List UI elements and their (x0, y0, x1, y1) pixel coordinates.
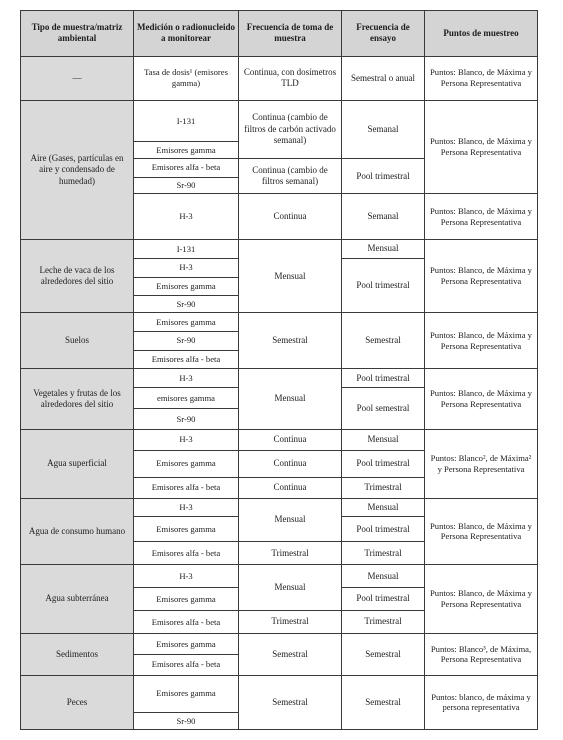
medicion-cell: I-131 (134, 100, 239, 142)
medicion-cell: Sr-90 (134, 408, 239, 429)
table-row (21, 675, 538, 713)
medicion-cell: Sr-90 (134, 713, 239, 730)
tipo-cell: Leche de vaca de los alrededores del sitio (21, 240, 134, 313)
frec-ensayo-cell: Pool trimestral (342, 588, 425, 611)
tipo-cell: Peces (21, 675, 134, 729)
frec-ensayo-cell: Trimestral (342, 611, 425, 634)
frec-ensayo-cell: Pool trimestral (342, 369, 425, 388)
monitoring-table-document (20, 10, 537, 730)
frec-ensayo-cell: Pool trimestral (342, 517, 425, 542)
medicion-cell: H-3 (134, 258, 239, 277)
medicion-cell: Emisores gamma (134, 313, 239, 332)
medicion-cell: Emisores alfa - beta (134, 654, 239, 675)
table-row (21, 100, 538, 142)
monitoring-table (20, 10, 538, 730)
medicion-cell: Emisores gamma (134, 450, 239, 477)
puntos-cell: Puntos: blanco, de máxima y persona representativa (425, 675, 538, 729)
puntos-cell: Puntos: Blanco, de Máxima y Persona Representativa (425, 369, 538, 429)
frec-toma-cell: Mensual (239, 565, 342, 611)
medicion-cell: Sr-90 (134, 177, 239, 194)
medicion-cell: Emisores gamma (134, 517, 239, 542)
frec-ensayo-cell: Trimestral (342, 542, 425, 565)
medicion-cell: H-3 (134, 498, 239, 517)
frec-toma-cell: Semestral (239, 675, 342, 729)
medicion-cell: Emisores alfa - beta (134, 477, 239, 498)
medicion-cell: H-3 (134, 369, 239, 388)
frec-toma-cell: Semestral (239, 633, 342, 675)
frec-toma-cell: Mensual (239, 240, 342, 313)
medicion-cell: Sr-90 (134, 296, 239, 313)
tipo-cell: — (21, 56, 134, 100)
header-medicion: Medición o radionucleido a monitorear (134, 11, 239, 57)
table-row (21, 498, 538, 517)
frec-ensayo-cell: Semestral (342, 675, 425, 729)
frec-ensayo-cell: Mensual (342, 240, 425, 259)
puntos-cell: Puntos: Blanco³, de Máxima, Persona Representativa (425, 633, 538, 675)
puntos-cell: Puntos: Blanco, de Máxima y Persona Representativa (425, 194, 538, 240)
medicion-cell: Emisores gamma (134, 633, 239, 654)
medicion-cell: H-3 (134, 565, 239, 588)
header-frecuencia-toma: Frecuencia de toma de muestra (239, 11, 342, 57)
table-row (21, 429, 538, 450)
medicion-cell: Emisores gamma (134, 675, 239, 713)
frec-toma-cell: Continua (239, 450, 342, 477)
table-row (21, 56, 538, 100)
medicion-cell: emisores gamma (134, 388, 239, 409)
frec-toma-cell: Trimestral (239, 542, 342, 565)
frec-ensayo-cell: Mensual (342, 565, 425, 588)
tipo-cell: Aire (Gases, partículas en aire y condensado de humedad) (21, 100, 134, 240)
frec-ensayo-cell: Semestral (342, 633, 425, 675)
tipo-cell: Agua superficial (21, 429, 134, 498)
header-frecuencia-ensayo: Frecuencia de ensayo (342, 11, 425, 57)
frec-ensayo-cell: Pool trimestral (342, 450, 425, 477)
tipo-cell: Agua subterránea (21, 565, 134, 634)
frec-toma-cell: Continua (cambio de filtros semanal) (239, 158, 342, 193)
header-puntos: Puntos de muestreo (425, 11, 538, 57)
frec-ensayo-cell: Pool trimestral (342, 258, 425, 312)
tipo-cell: Vegetales y frutas de los alrededores del sitio (21, 369, 134, 429)
medicion-cell: Emisores gamma (134, 142, 239, 159)
puntos-cell: Puntos: Blanco, de Máxima y Persona Representativa (425, 56, 538, 100)
header-row (21, 11, 538, 57)
puntos-cell: Puntos: Blanco, de Máxima y Persona Representativa (425, 240, 538, 313)
puntos-cell: Puntos: Blanco, de Máxima y Persona Representativa (425, 498, 538, 565)
table-row (21, 313, 538, 332)
frec-toma-cell: Continua (239, 477, 342, 498)
frec-ensayo-cell: Semestral o anual (342, 56, 425, 100)
table-row (21, 240, 538, 259)
medicion-cell: H-3 (134, 429, 239, 450)
medicion-cell: Emisores alfa - beta (134, 350, 239, 369)
frec-toma-cell: Semestral (239, 313, 342, 369)
frec-toma-cell: Mensual (239, 498, 342, 542)
frec-ensayo-cell: Trimestral (342, 477, 425, 498)
frec-ensayo-cell: Mensual (342, 429, 425, 450)
frec-toma-cell: Continua (239, 194, 342, 240)
medicion-cell: H-3 (134, 194, 239, 240)
frec-toma-cell: Mensual (239, 369, 342, 429)
frec-toma-cell: Continua (cambio de filtros de carbón activado semanal) (239, 100, 342, 158)
frec-toma-cell: Continua, con dosímetros TLD (239, 56, 342, 100)
table-row (21, 565, 538, 588)
frec-toma-cell: Continua (239, 429, 342, 450)
medicion-cell: Emisores alfa - beta (134, 542, 239, 565)
tipo-cell: Sedimentos (21, 633, 134, 675)
medicion-cell: Emisores alfa - beta (134, 158, 239, 177)
medicion-cell: Sr-90 (134, 331, 239, 350)
table-row (21, 633, 538, 654)
puntos-cell: Puntos: Blanco, de Máxima y Persona Representativa (425, 565, 538, 634)
medicion-cell: Tasa de dosis¹ (emisores gamma) (134, 56, 239, 100)
frec-ensayo-cell: Mensual (342, 498, 425, 517)
tipo-cell: Suelos (21, 313, 134, 369)
medicion-cell: I-131 (134, 240, 239, 259)
frec-toma-cell: Trimestral (239, 611, 342, 634)
table-row (21, 369, 538, 388)
puntos-cell: Puntos: Blanco², de Máxima² y Persona Representativa (425, 429, 538, 498)
header-tipo: Tipo de muestra/matriz ambiental (21, 11, 134, 57)
frec-ensayo-cell: Semanal (342, 100, 425, 158)
puntos-cell: Puntos: Blanco, de Máxima y Persona Representativa (425, 100, 538, 194)
medicion-cell: Emisores alfa - beta (134, 611, 239, 634)
medicion-cell: Emisores gamma (134, 588, 239, 611)
frec-ensayo-cell: Pool trimestral (342, 158, 425, 193)
tipo-cell: Agua de consumo humano (21, 498, 134, 565)
puntos-cell: Puntos: Blanco, de Máxima y Persona Representativa (425, 313, 538, 369)
frec-ensayo-cell: Semanal (342, 194, 425, 240)
frec-ensayo-cell: Semestral (342, 313, 425, 369)
medicion-cell: Emisores gamma (134, 277, 239, 296)
frec-ensayo-cell: Pool semestral (342, 388, 425, 430)
